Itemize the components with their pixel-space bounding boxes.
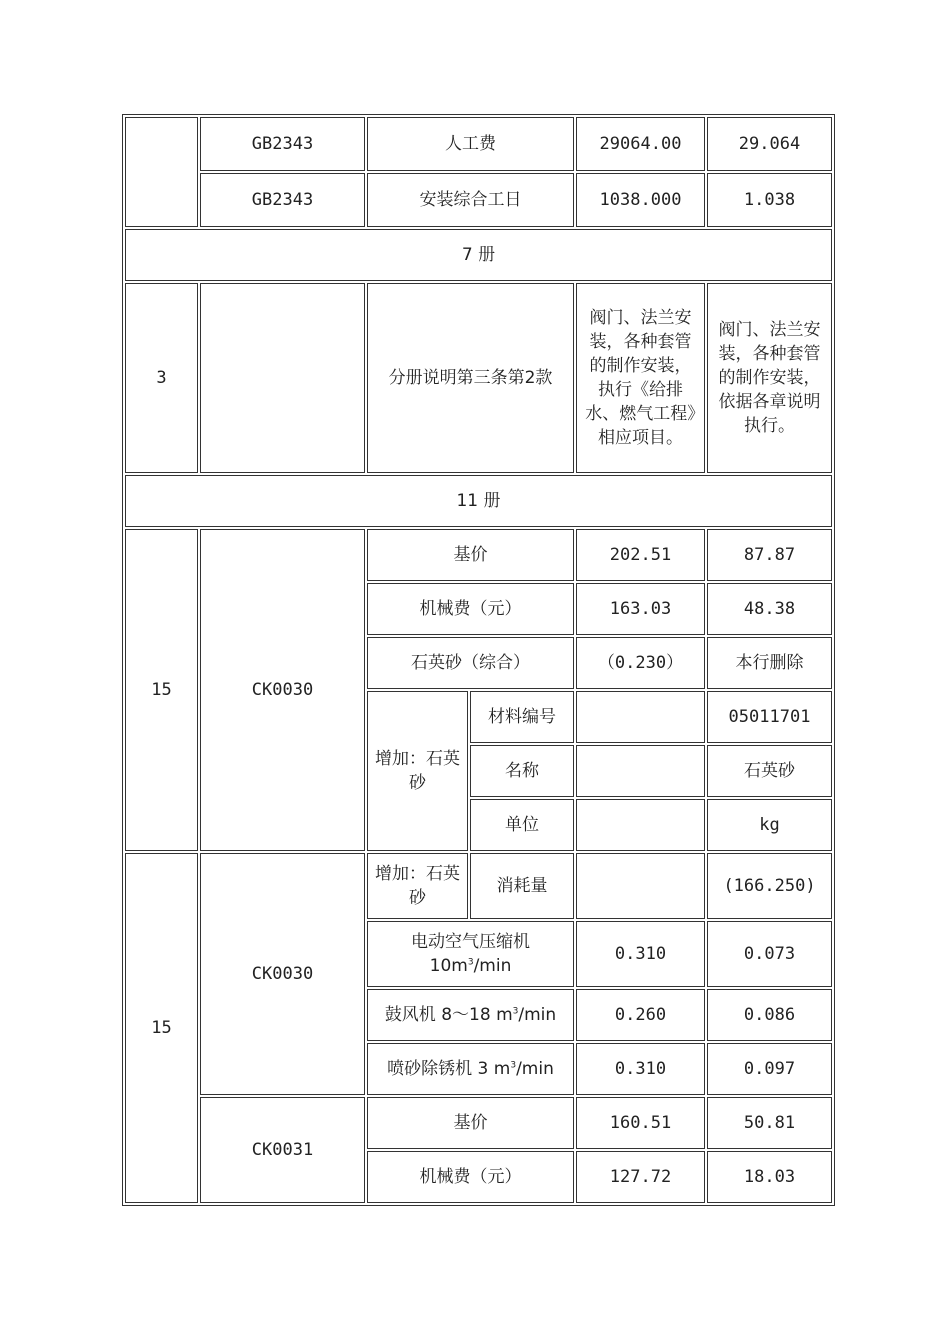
- quota-adjustment-table: [122, 114, 835, 1206]
- revised-value-cell: 05011701: [707, 691, 832, 743]
- added-material-label: 增加：石英砂: [367, 853, 468, 919]
- item-cell: [367, 921, 574, 987]
- revised-value-cell: 石英砂: [707, 745, 832, 797]
- quota-code-cell: CK0031: [200, 1097, 365, 1203]
- original-value-cell: （0.230）: [576, 637, 705, 689]
- revised-value-cell: 50.81: [707, 1097, 832, 1149]
- row-number-cell: 3: [125, 283, 198, 473]
- table-row: [125, 117, 832, 171]
- item-cell: 人工费: [367, 117, 574, 171]
- original-value-cell: 202.51: [576, 529, 705, 581]
- original-value-cell: [576, 745, 705, 797]
- table-row: [125, 173, 832, 227]
- original-value-cell: 127.72: [576, 1151, 705, 1203]
- item-cell: 鼓风机 8～18 $m^3/\min$: [367, 989, 574, 1041]
- original-value-cell: 0.310: [576, 1043, 705, 1095]
- section-row: [125, 475, 832, 527]
- item-cell: 机械费（元）: [367, 1151, 574, 1203]
- revised-value-cell: 0.097: [707, 1043, 832, 1095]
- revised-value-cell: 18.03: [707, 1151, 832, 1203]
- table-row: [125, 283, 832, 473]
- original-value-cell: 0.310: [576, 921, 705, 987]
- item-name: 电动空气压缩机: [411, 932, 530, 952]
- volume-heading: 11 册: [125, 475, 832, 527]
- added-material-label: 增加：石英砂: [367, 691, 468, 851]
- revised-value-cell: 29.064: [707, 117, 832, 171]
- revised-value-cell: 0.073: [707, 921, 832, 987]
- original-value-cell: [576, 799, 705, 851]
- item-cell: 分册说明第三条第2款: [367, 283, 574, 473]
- sub-item-cell: 消耗量: [470, 853, 574, 919]
- volume-heading: 7 册: [125, 229, 832, 281]
- item-cell: 石英砂（综合）: [367, 637, 574, 689]
- item-rate: $10m^3/\min$: [429, 956, 512, 976]
- item-cell: 基价: [367, 1097, 574, 1149]
- sub-item-cell: 名称: [470, 745, 574, 797]
- item-cell: 机械费（元）: [367, 583, 574, 635]
- table-row: [125, 853, 832, 919]
- original-value-cell: 163.03: [576, 583, 705, 635]
- revised-value-cell: 本行删除: [707, 637, 832, 689]
- revised-value-cell: 0.086: [707, 989, 832, 1041]
- item-cell: 基价: [367, 529, 574, 581]
- original-value-cell: [576, 853, 705, 919]
- revised-value-cell: 阀门、法兰安装，各种套管的制作安装，依据各章说明执行。: [707, 283, 832, 473]
- revised-value-cell: 1.038: [707, 173, 832, 227]
- row-number-cell: 15: [125, 529, 198, 851]
- quota-code-cell: [200, 283, 365, 473]
- quota-code-cell: CK0030: [200, 529, 365, 851]
- original-value-cell: [576, 691, 705, 743]
- revised-value-cell: (166.250): [707, 853, 832, 919]
- revised-value-cell: kg: [707, 799, 832, 851]
- original-value-cell: 0.260: [576, 989, 705, 1041]
- section-row: [125, 229, 832, 281]
- original-value-cell: 29064.00: [576, 117, 705, 171]
- row-number-cell: 15: [125, 853, 198, 1203]
- item-cell: 安装综合工日: [367, 173, 574, 227]
- quota-code-cell: CK0030: [200, 853, 365, 1095]
- quota-code-cell: GB2343: [200, 173, 365, 227]
- original-value-cell: 160.51: [576, 1097, 705, 1149]
- item-cell: 喷砂除锈机 3 $m^3/\min$: [367, 1043, 574, 1095]
- revised-value-cell: 48.38: [707, 583, 832, 635]
- original-value-cell: 阀门、法兰安装，各种套管的制作安装，执行《给排水、燃气工程》相应项目。: [576, 283, 705, 473]
- sub-item-cell: 材料编号: [470, 691, 574, 743]
- quota-code-cell: GB2343: [200, 117, 365, 171]
- revised-value-cell: 87.87: [707, 529, 832, 581]
- sub-item-cell: 单位: [470, 799, 574, 851]
- row-number-cell: [125, 117, 198, 227]
- table-row: [125, 529, 832, 581]
- table-row: [125, 1097, 832, 1149]
- original-value-cell: 1038.000: [576, 173, 705, 227]
